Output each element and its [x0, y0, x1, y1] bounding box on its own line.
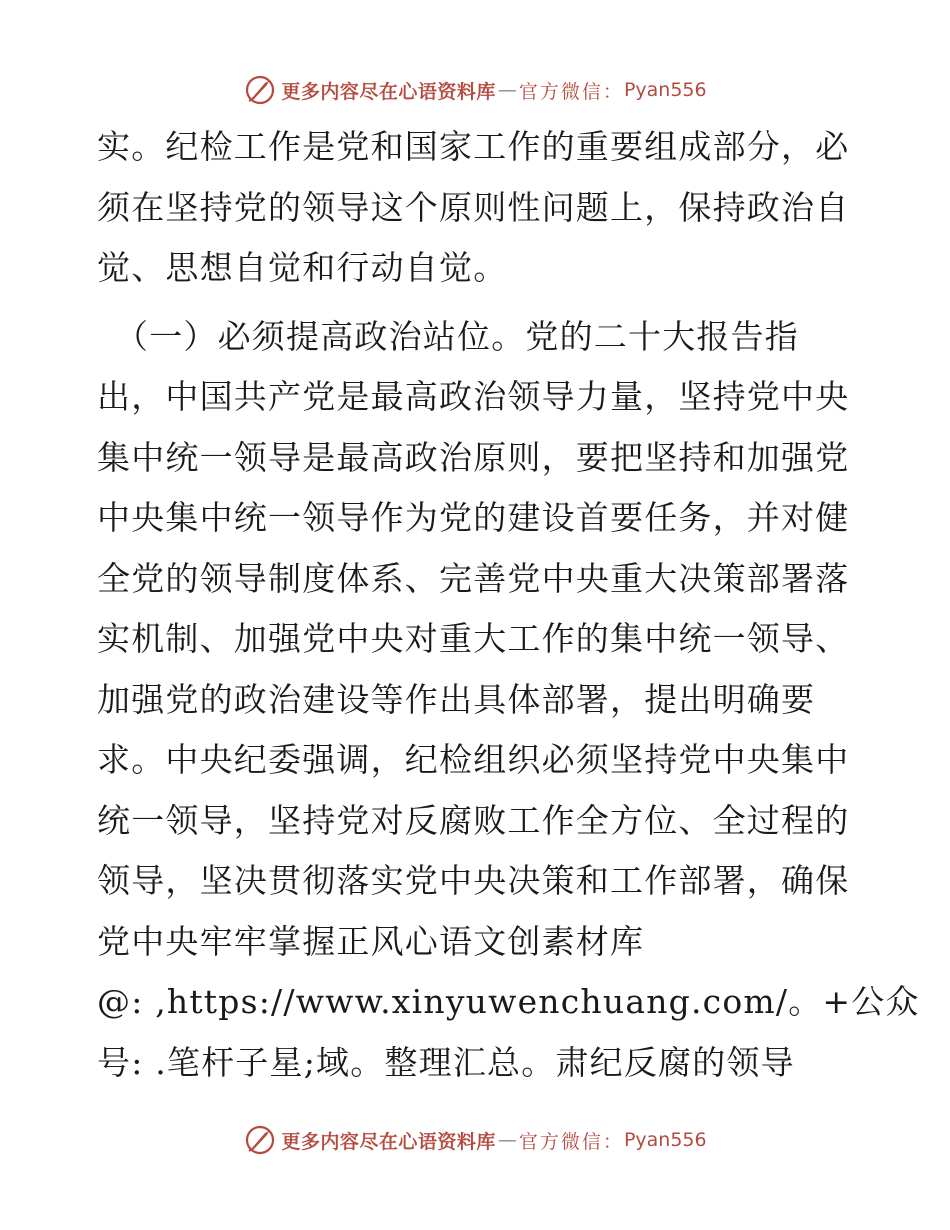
- text-line: 党中央牢牢掌握正风心语文创素材库: [97, 921, 645, 961]
- banner-wechat-id: Pyan556: [623, 79, 707, 101]
- banner-brand-text: 更多内容尽在心语资料库: [281, 80, 496, 103]
- banner-dash: —: [497, 79, 517, 101]
- text-line: 领导，坚决贯彻落实党中央决策和工作部署，确保: [97, 861, 850, 900]
- document-body: [97, 117, 920, 1093]
- banner-wechat-label: 官方微信：: [518, 1130, 624, 1153]
- header-banner: [0, 70, 950, 110]
- paragraph-2: [97, 307, 920, 1094]
- text-line: 实。纪检工作是党和国家工作的重要组成部分，必: [97, 127, 850, 166]
- text-line: 号: .笔杆子星;域。整理汇总。肃纪反腐的领导: [97, 1042, 795, 1082]
- text-line: @: ,https://www.xinyuwenchuang.com/。+公众: [97, 982, 920, 1021]
- text-line: 中央集中统一领导作为党的建设首要任务，并对健: [97, 498, 850, 537]
- quill-pen-circle-icon: [243, 73, 277, 107]
- text-line: 统一领导，坚持党对反腐败工作全方位、全过程的: [97, 800, 850, 840]
- text-line: 觉、思想自觉和行动自觉。: [97, 248, 508, 287]
- text-line: 求。中央纪委强调，纪检组织必须坚持党中央集中: [97, 740, 850, 779]
- text-line: 须在坚持党的领导这个原则性问题上，保持政治自: [97, 187, 850, 227]
- text-line: 加强党的政治建设等作出具体部署，提出明确要: [97, 679, 816, 719]
- banner-brand-text: 更多内容尽在心语资料库: [281, 1130, 496, 1153]
- text-line: 集中统一领导是最高政治原则，要把坚持和加强党: [97, 437, 850, 477]
- footer-banner: [0, 1120, 950, 1160]
- quill-pen-circle-icon: [243, 1123, 277, 1157]
- section-heading-line: （一）必须提高政治站位。党的二十大报告指: [115, 316, 799, 356]
- text-line: 实机制、加强党中央对重大工作的集中统一领导、: [97, 619, 850, 658]
- text-line: 出，中国共产党是最高政治领导力量，坚持党中央: [97, 377, 850, 416]
- paragraph-1: [97, 117, 857, 299]
- banner-wechat-label: 官方微信：: [518, 80, 624, 103]
- text-line: 全党的领导制度体系、完善党中央重大决策部署落: [97, 558, 850, 598]
- banner-wechat-id: Pyan556: [623, 1129, 707, 1151]
- banner-dash: —: [497, 1129, 517, 1151]
